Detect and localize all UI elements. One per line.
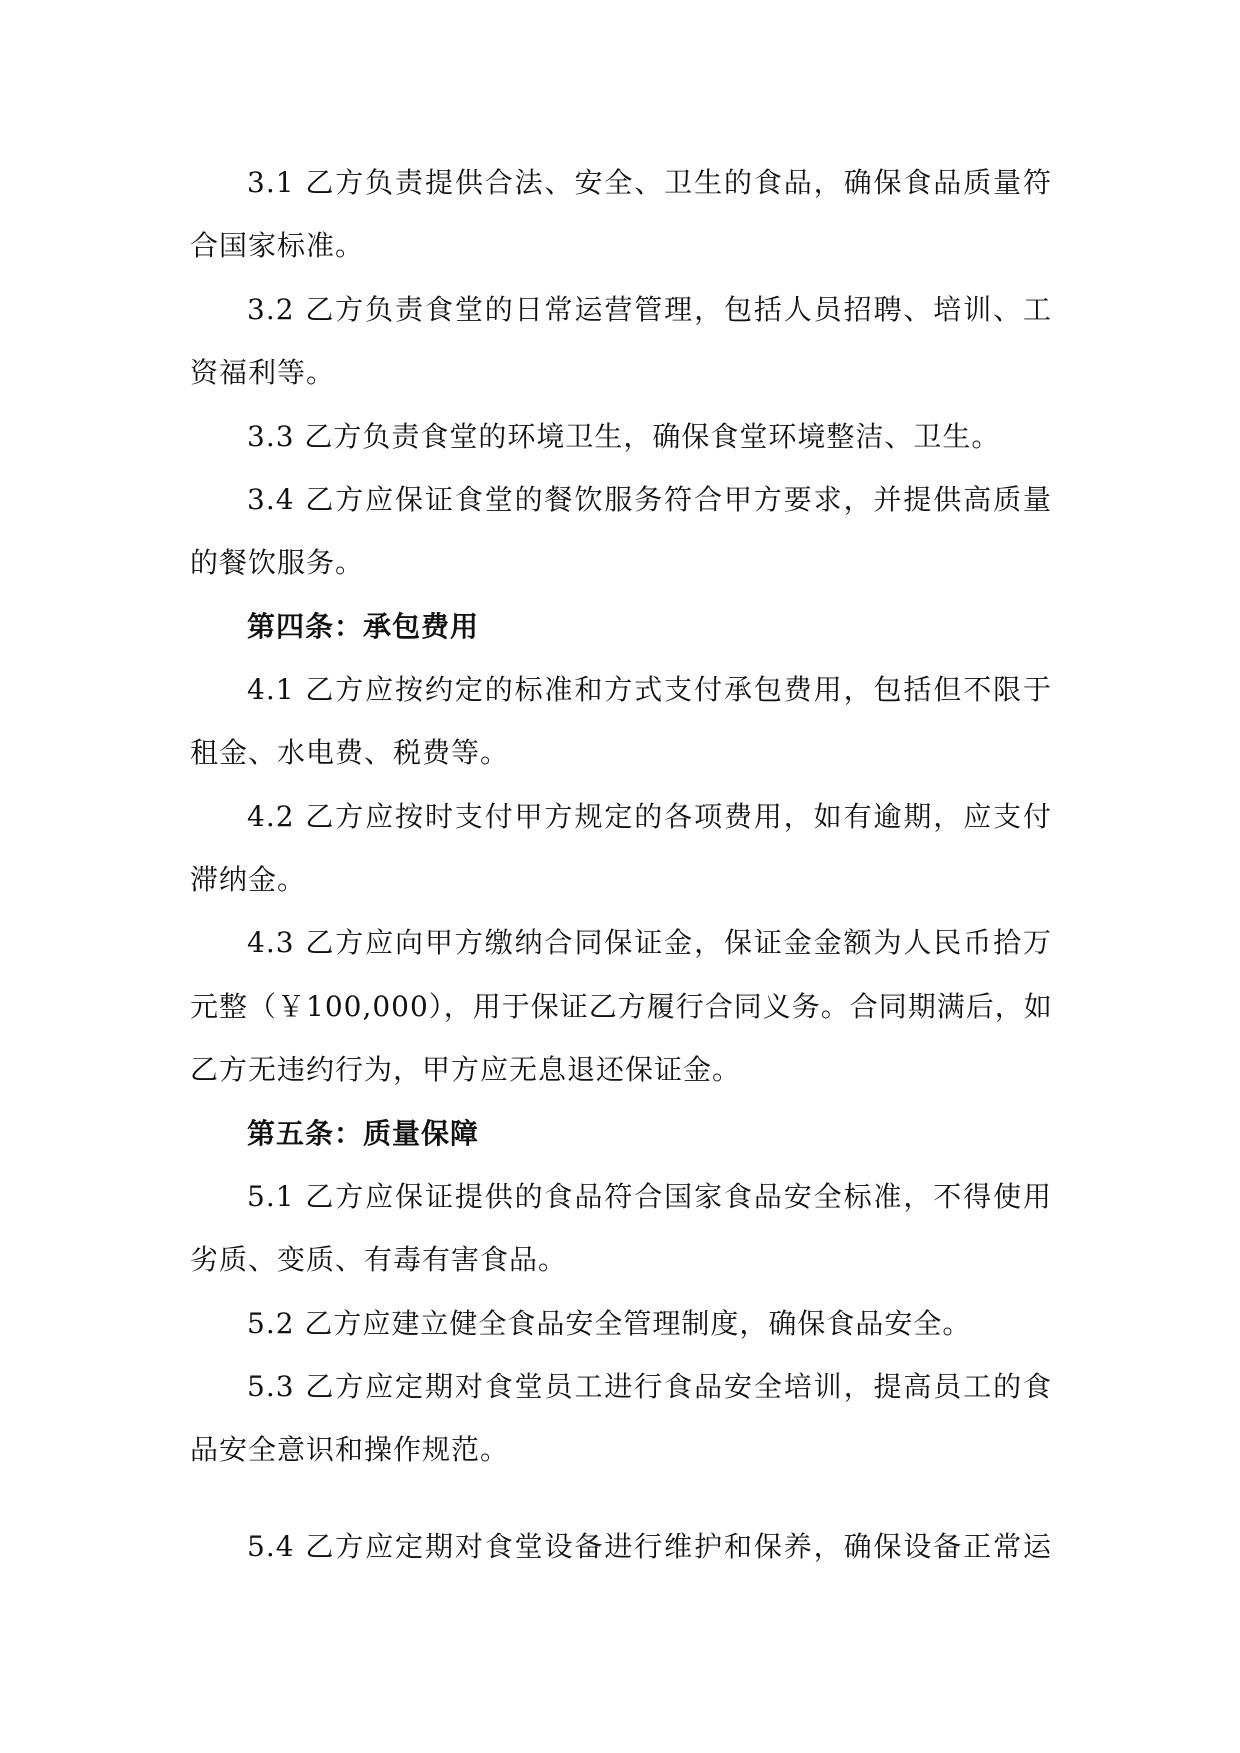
clause-3-3-line-1: 3.3 乙方负责食堂的环境卫生，确保食堂环境整洁、卫生。: [247, 420, 1001, 453]
clause-5-3-line-1: 5.3 乙方应定期对食堂员工进行食品安全培训，提高员工的食: [247, 1370, 1052, 1403]
clause-3-2-line-1: 3.2 乙方负责食堂的日常运营管理，包括人员招聘、培训、工: [247, 293, 1052, 326]
clause-4-2-line-2: 滞纳金。: [190, 863, 307, 896]
clause-4-2-line-1: 4.2 乙方应按时支付甲方规定的各项费用，如有逾期，应支付: [247, 800, 1052, 833]
clause-5-2-line-1: 5.2 乙方应建立健全食品安全管理制度，确保食品安全。: [247, 1307, 972, 1340]
section-heading-4: 第四条：承包费用: [247, 610, 480, 643]
clause-5-4-line-1: 5.4 乙方应定期对食堂设备进行维护和保养，确保设备正常运: [247, 1530, 1052, 1563]
clause-4-3-line-2: 元整（￥100,000），用于保证乙方履行合同义务。合同期满后，如: [190, 990, 1053, 1023]
clause-4-3-line-3: 乙方无违约行为，甲方应无息退还保证金。: [190, 1053, 742, 1086]
clause-3-2-line-2: 资福利等。: [190, 356, 336, 389]
clause-5-1-line-1: 5.1 乙方应保证提供的食品符合国家食品安全标准，不得使用: [247, 1180, 1052, 1213]
clause-4-1-line-1: 4.1 乙方应按约定的标准和方式支付承包费用，包括但不限于: [247, 673, 1052, 706]
clause-5-1-line-2: 劣质、变质、有毒有害食品。: [190, 1243, 568, 1276]
section-heading-5: 第五条：质量保障: [247, 1117, 480, 1150]
clause-3-1-line-2: 合国家标准。: [190, 229, 365, 262]
clause-5-3-line-2: 品安全意识和操作规范。: [190, 1433, 510, 1466]
clause-4-1-line-2: 租金、水电费、税费等。: [190, 736, 510, 769]
clause-3-4-line-1: 3.4 乙方应保证食堂的餐饮服务符合甲方要求，并提供高质量: [247, 483, 1052, 516]
clause-3-1-line-1: 3.1 乙方负责提供合法、安全、卫生的食品，确保食品质量符: [247, 166, 1052, 199]
clause-4-3-line-1: 4.3 乙方应向甲方缴纳合同保证金，保证金金额为人民币拾万: [247, 926, 1052, 959]
clause-3-4-line-2: 的餐饮服务。: [190, 546, 365, 579]
